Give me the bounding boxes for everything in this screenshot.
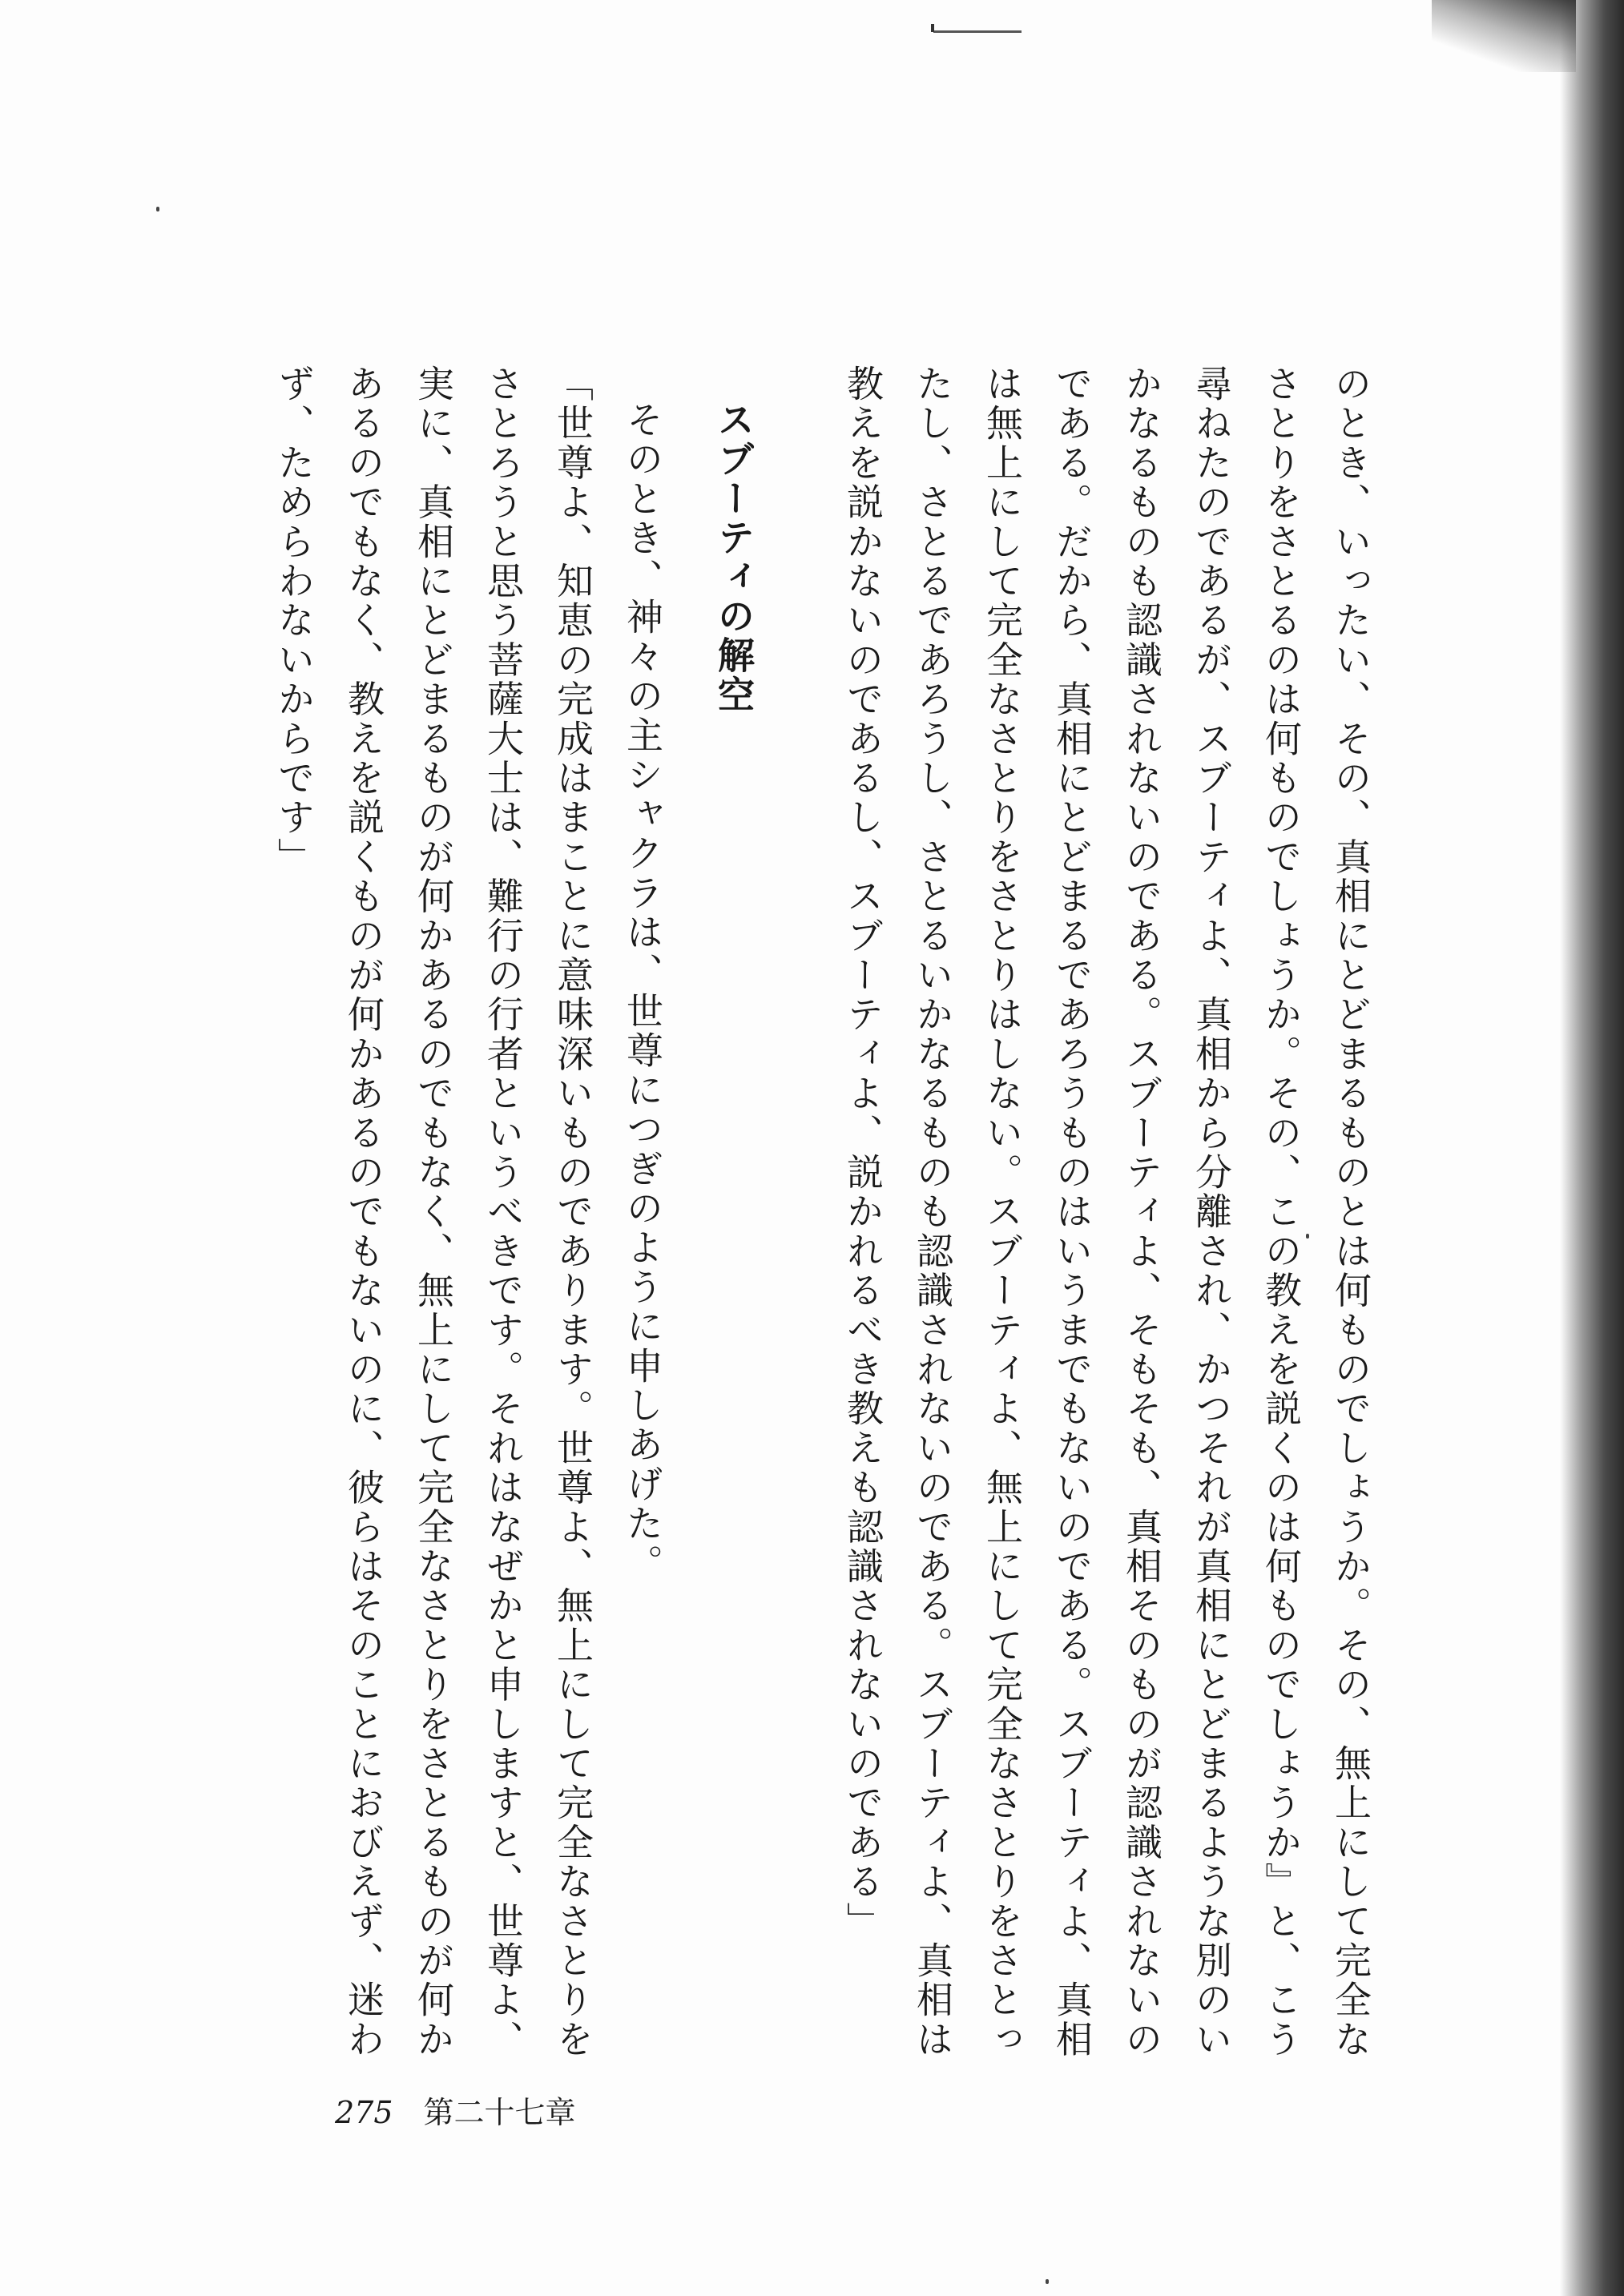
page-number: 275 xyxy=(335,2095,393,2130)
page-edge-shadow xyxy=(1560,0,1624,2296)
text-line: 実に、真相にとどまるものが何かあるのでもなく、無上にして完全なさとりをさとるものが何か xyxy=(412,365,455,2060)
text-line: のとき、いったい、その、真相にとどまるものとは何ものでしょうか。その、無上にして完全な xyxy=(1329,365,1372,2060)
text-line: 「世尊よ、知恵の完成はまことに意味深いものであります。世尊よ、無上にして完全なさとりを xyxy=(551,365,594,2060)
chapter-label: 第二十七章 xyxy=(423,2095,576,2130)
top-scan-mark xyxy=(933,30,1022,33)
section-heading: スブーティの解空 xyxy=(712,401,756,715)
text-line: そのとき、神々の主シャクラは、世尊につぎのように申しあげた。 xyxy=(621,401,664,1583)
top-scan-dot xyxy=(931,24,934,32)
text-line: かなるものも認識されないのである。スブーティよ、そもそも、真相そのものが認識されないの xyxy=(1120,365,1163,2060)
text-line: 尋ねたのであるが、スブーティよ、真相から分離され、かつそれが真相にとどまるような別のい xyxy=(1190,365,1233,2060)
page-footer xyxy=(335,2088,576,2132)
text-line: さとりをさとるのは何ものでしょうか。その、この教えを説くのは何ものでしょうか』と、こう xyxy=(1259,365,1303,2060)
text-line: 教えを説かないのであるし、スブーティよ、説かれるべき教えも認識されないのである」 xyxy=(841,365,885,1941)
text-line: ず、ためらわないからです」 xyxy=(272,365,316,877)
text-line: あるのでもなく、教えを説くものが何かあるのでもないのに、彼らはそのことにおびえず、迷わ xyxy=(342,365,385,2060)
text-line: は無上にして完全なさとりをさとりはしない。スブーティよ、無上にして完全なさとりをさとっ xyxy=(981,365,1024,2060)
page-corner-shadow xyxy=(1432,0,1576,72)
text-line: である。だから、真相にとどまるであろうものはいうまでもないのである。スブーティよ、真相 xyxy=(1050,365,1094,2060)
text-line: たし、さとるであろうし、さとるいかなるものも認識されないのである。スブーティよ、真相は xyxy=(911,365,954,2060)
scan-speck xyxy=(156,207,159,211)
scan-speck xyxy=(1046,2279,1049,2284)
text-line: さとろうと思う菩薩大士は、難行の行者というべきです。それはなぜかと申しますと、世尊よ、 xyxy=(482,365,525,2060)
